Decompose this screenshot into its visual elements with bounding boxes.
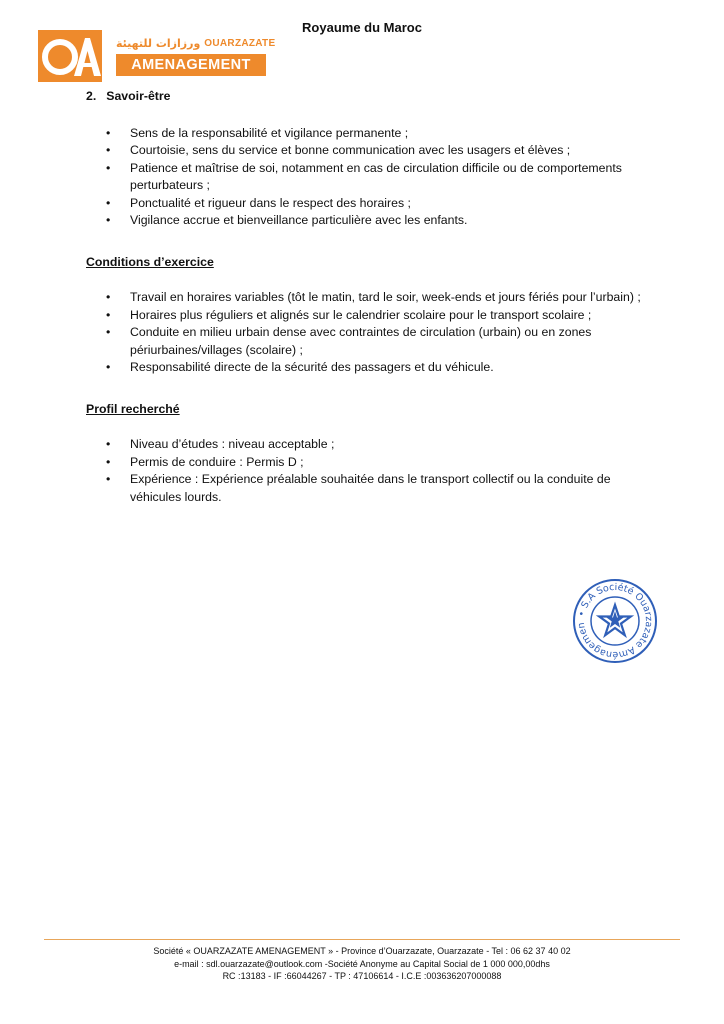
conditions-list [86,289,646,377]
profil-list [86,436,646,506]
bullet-icon: • [106,160,111,175]
list-item [86,471,646,506]
list-item-text: Sens de la responsabilité et vigilance permanente ; [130,125,409,140]
stamp-graphic [572,578,658,664]
list-item-text: Conduite en milieu urbain dense avec contraintes de circulation (urbain) ou en zones périurbaines/villages (scolaire) ; [130,325,592,357]
savoir-etre-heading [86,88,646,106]
header-title: Royaume du Maroc [302,20,422,35]
bullet-icon: • [106,325,111,339]
bullet-icon: • [106,454,111,469]
list-item-text: Responsabilité directe de la sécurité des passagers et du véhicule. [130,360,494,374]
list-item-text: Patience et maîtrise de soi, notamment en cas de circulation difficile ou de comportements perturbateurs ; [130,160,622,192]
list-item [86,195,646,213]
bullet-icon: • [106,213,111,227]
list-item-text: Vigilance accrue et bienveillance particulière avec les enfants. [130,213,468,227]
bullet-icon: • [106,307,111,322]
bullet-icon: • [106,195,111,210]
savoir-etre-number: 2. [86,89,97,103]
savoir-etre-list [86,125,646,230]
company-stamp [572,578,658,664]
bullet-icon: • [106,437,111,451]
logo-monogram [38,30,102,82]
list-item [86,125,646,143]
bullet-icon: • [106,143,111,157]
savoir-etre-title: Savoir-être [106,89,171,103]
list-item [86,324,646,359]
logo-company-name: AMENAGEMENT [116,54,266,76]
list-item-text: Niveau d’études : niveau acceptable ; [130,437,335,451]
list-item-text: Travail en horaires variables (tôt le matin, tard le soir, week-ends et jours fériés pour l’urbain) ; [130,290,641,304]
list-item [86,454,646,472]
company-logo [38,30,276,82]
list-item-text: Horaires plus réguliers et alignés sur le calendrier scolaire pour le transport scolaire ; [130,307,592,322]
stamp-text: • S.A Société Ouarzazate Aménagemen [575,581,655,661]
list-item [86,289,646,307]
logo-city: OUARZAZATE [204,37,276,49]
footer-line-1: Société « OUARZAZATE AMENAGEMENT » - Province d’Ouarzazate, Ouarzazate - Tel : 06 62 37 40 02 [153,946,571,956]
conditions-heading: Conditions d’exercice [86,254,214,269]
list-item [86,359,646,377]
bullet-icon: • [106,360,111,374]
list-item [86,142,646,160]
footer-line-3: RC :13183 - IF :66044267 - TP : 47106614 - I.C.E :003636207000088 [222,971,502,981]
list-item [86,212,646,230]
list-item-text: Permis de conduire : Permis D ; [130,454,304,469]
list-item-text: Courtoisie, sens du service et bonne communication avec les usagers et élèves ; [130,143,571,157]
list-item [86,436,646,454]
logo-monogram-graphic [38,30,102,82]
logo-top-row [116,36,275,50]
bullet-icon: • [106,125,111,140]
list-item [86,307,646,325]
logo-arabic-text: ورزازات للتهيئة [116,36,201,50]
document-body [86,88,646,506]
bullet-icon: • [106,472,111,486]
profil-heading: Profil recherché [86,401,180,416]
list-item-text: Ponctualité et rigueur dans le respect des horaires ; [130,195,411,210]
footer-line-2: e-mail : sdl.ouarzazate@outlook.com -Société Anonyme au Capital Social de 1 000 000,00dhs [174,958,550,969]
footer-divider [44,939,680,940]
list-item-text: Expérience : Expérience préalable souhaitée dans le transport collectif ou la conduite de véhicules lourds. [130,472,611,504]
list-item [86,160,646,195]
bullet-icon: • [106,290,111,304]
page-footer [0,945,724,983]
